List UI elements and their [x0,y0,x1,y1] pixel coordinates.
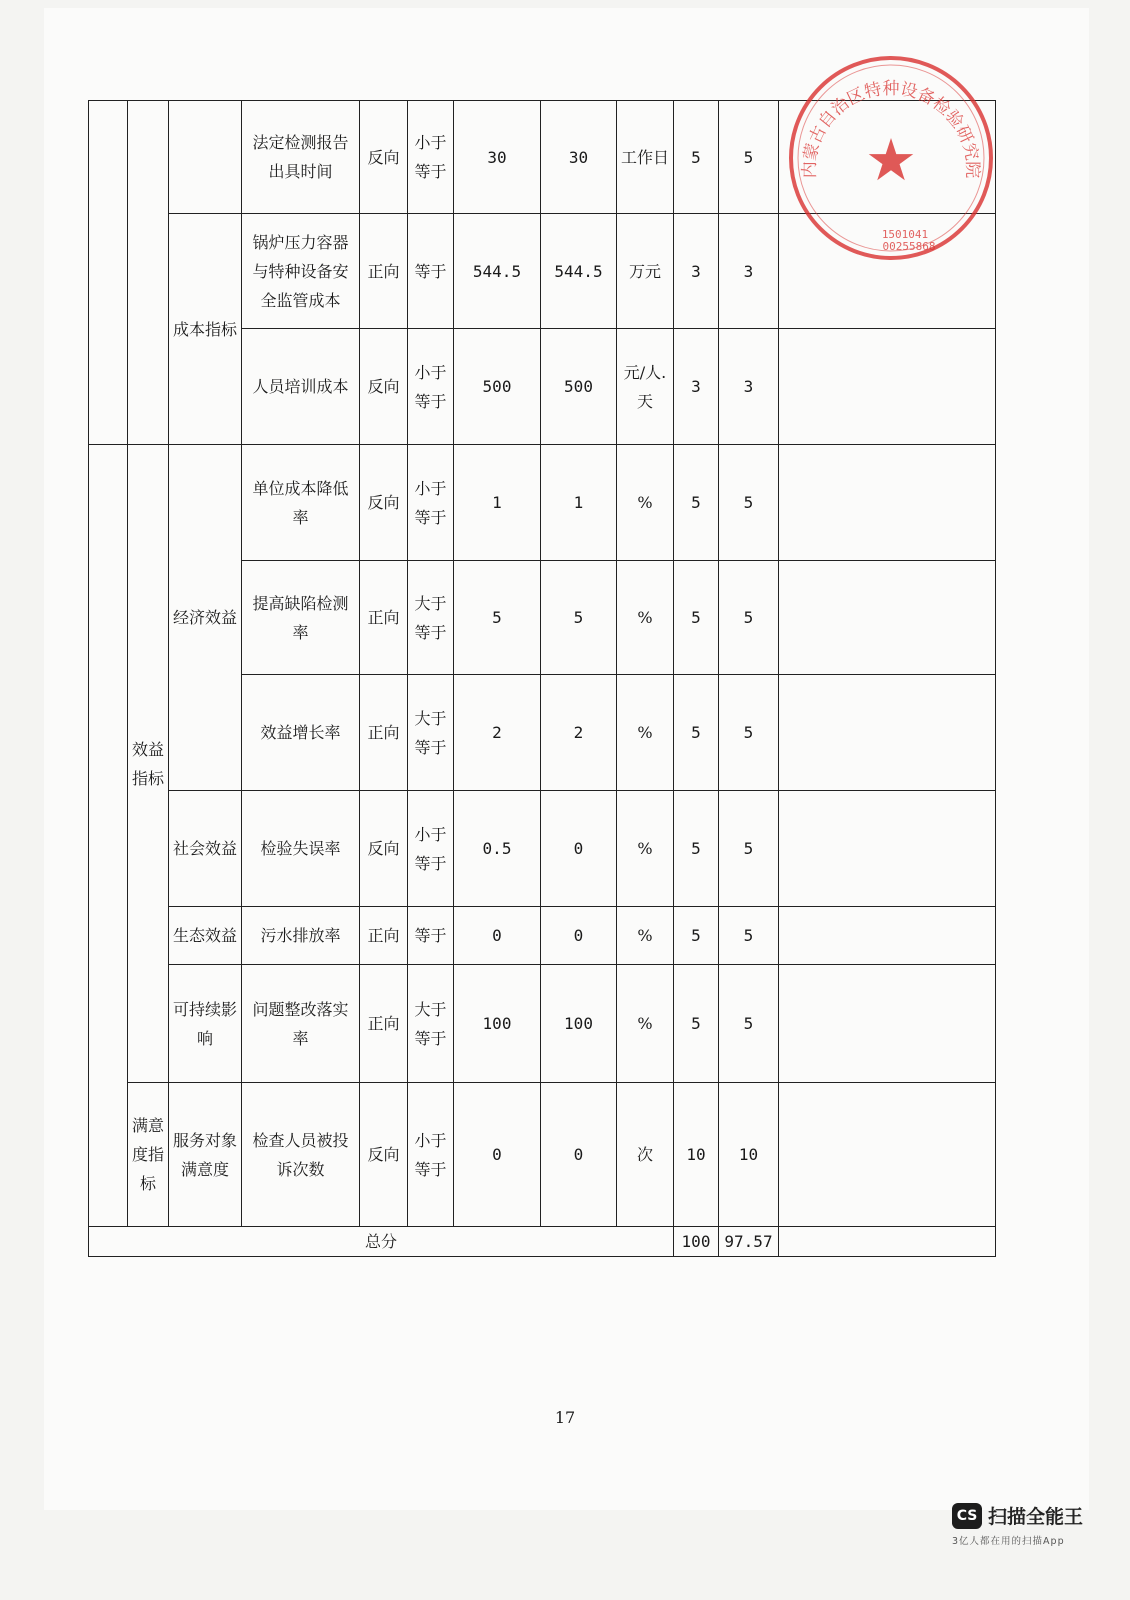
score-cell: 5 [719,791,779,907]
weight-cell: 3 [674,214,719,329]
direction-cell: 正向 [360,675,408,791]
table-row [89,1083,996,1227]
target-value-cell: 30 [454,101,541,214]
remark-cell [779,907,996,965]
weight-cell: 5 [674,675,719,791]
actual-value-cell: 0 [541,1083,617,1227]
total-score: 97.57 [719,1227,779,1257]
table-row [89,445,996,561]
weight-cell: 5 [674,965,719,1083]
actual-value-cell: 2 [541,675,617,791]
weight-cell: 10 [674,1083,719,1227]
star-icon: ★ [865,126,917,194]
category-cell: 效益指标 [128,445,169,1083]
seal-number-line-2: 00255868 [882,240,936,253]
table-row [89,791,996,907]
unit-cell: 次 [617,1083,674,1227]
remark-cell [779,329,996,445]
camscanner-logo-icon: CS [952,1503,982,1529]
unit-cell: % [617,965,674,1083]
category-cell-empty [89,101,128,445]
operator-cell: 小于等于 [408,1083,454,1227]
indicator-cell: 单位成本降低率 [242,445,360,561]
operator-cell: 小于等于 [408,445,454,561]
score-cell: 5 [719,561,779,675]
score-cell: 5 [719,101,779,214]
score-cell: 10 [719,1083,779,1227]
unit-cell: 工作日 [617,101,674,214]
indicator-cell: 检验失误率 [242,791,360,907]
score-cell: 3 [719,214,779,329]
target-value-cell: 100 [454,965,541,1083]
actual-value-cell: 544.5 [541,214,617,329]
direction-cell: 反向 [360,101,408,214]
operator-cell: 等于 [408,907,454,965]
category-cell-empty [89,445,128,1227]
total-row [89,1227,996,1257]
watermark-tagline: 3亿人都在用的扫描App [952,1536,1065,1547]
indicator-cell: 效益增长率 [242,675,360,791]
remark-cell [779,791,996,907]
weight-cell: 3 [674,329,719,445]
official-seal-stamp [785,52,997,264]
performance-table [88,100,996,1257]
operator-cell: 小于等于 [408,101,454,214]
direction-cell: 正向 [360,214,408,329]
weight-cell: 5 [674,561,719,675]
indicator-cell: 检查人员被投诉次数 [242,1083,360,1227]
subcategory-cell: 成本指标 [169,214,242,445]
total-remark-cell [779,1227,996,1257]
page-number: 17 [554,1408,576,1427]
subcategory-cell: 可持续影响 [169,965,242,1083]
remark-cell [779,561,996,675]
actual-value-cell: 500 [541,329,617,445]
indicator-cell: 污水排放率 [242,907,360,965]
unit-cell: % [617,445,674,561]
target-value-cell: 2 [454,675,541,791]
indicator-cell: 人员培训成本 [242,329,360,445]
direction-cell: 正向 [360,907,408,965]
category-cell: 满意度指标 [128,1083,169,1227]
score-cell: 5 [719,445,779,561]
target-value-cell: 0 [454,1083,541,1227]
seal-arc-text: 内蒙古自治区特种设备检验研究院 [799,78,983,179]
unit-cell: % [617,561,674,675]
unit-cell: % [617,791,674,907]
remark-cell [779,675,996,791]
direction-cell: 反向 [360,791,408,907]
weight-cell: 5 [674,907,719,965]
score-cell: 5 [719,907,779,965]
target-value-cell: 0 [454,907,541,965]
score-cell: 5 [719,965,779,1083]
watermark-app-name: 扫描全能王 [988,1506,1084,1528]
indicator-cell: 提高缺陷检测率 [242,561,360,675]
direction-cell: 反向 [360,445,408,561]
subcategory-cell-empty [169,101,242,214]
subcategory-cell: 经济效益 [169,445,242,791]
weight-cell: 5 [674,101,719,214]
direction-cell: 正向 [360,561,408,675]
actual-value-cell: 0 [541,791,617,907]
remark-cell [779,445,996,561]
total-label: 总分 [89,1227,674,1257]
subcategory-column-cell-empty [128,101,169,445]
direction-cell: 正向 [360,965,408,1083]
target-value-cell: 1 [454,445,541,561]
weight-cell: 5 [674,445,719,561]
seal-number-line-1: 1501041 [881,228,929,241]
indicator-cell: 法定检测报告出具时间 [242,101,360,214]
operator-cell: 小于等于 [408,329,454,445]
actual-value-cell: 30 [541,101,617,214]
target-value-cell: 500 [454,329,541,445]
subcategory-cell: 社会效益 [169,791,242,907]
unit-cell: % [617,907,674,965]
score-cell: 3 [719,329,779,445]
operator-cell: 大于等于 [408,965,454,1083]
scanner-watermark [952,1502,1102,1547]
unit-cell: 万元 [617,214,674,329]
indicator-cell: 问题整改落实率 [242,965,360,1083]
operator-cell: 小于等于 [408,791,454,907]
target-value-cell: 0.5 [454,791,541,907]
unit-cell: % [617,675,674,791]
operator-cell: 大于等于 [408,561,454,675]
operator-cell: 等于 [408,214,454,329]
direction-cell: 反向 [360,1083,408,1227]
weight-cell: 5 [674,791,719,907]
actual-value-cell: 1 [541,445,617,561]
operator-cell: 大于等于 [408,675,454,791]
table-row [89,907,996,965]
target-value-cell: 544.5 [454,214,541,329]
score-cell: 5 [719,675,779,791]
direction-cell: 反向 [360,329,408,445]
subcategory-cell: 生态效益 [169,907,242,965]
actual-value-cell: 5 [541,561,617,675]
remark-cell [779,965,996,1083]
indicator-cell: 锅炉压力容器与特种设备安全监管成本 [242,214,360,329]
total-weight: 100 [674,1227,719,1257]
unit-cell: 元/人.天 [617,329,674,445]
target-value-cell: 5 [454,561,541,675]
table-row [89,965,996,1083]
subcategory-cell: 服务对象满意度 [169,1083,242,1227]
remark-cell [779,1083,996,1227]
actual-value-cell: 100 [541,965,617,1083]
actual-value-cell: 0 [541,907,617,965]
